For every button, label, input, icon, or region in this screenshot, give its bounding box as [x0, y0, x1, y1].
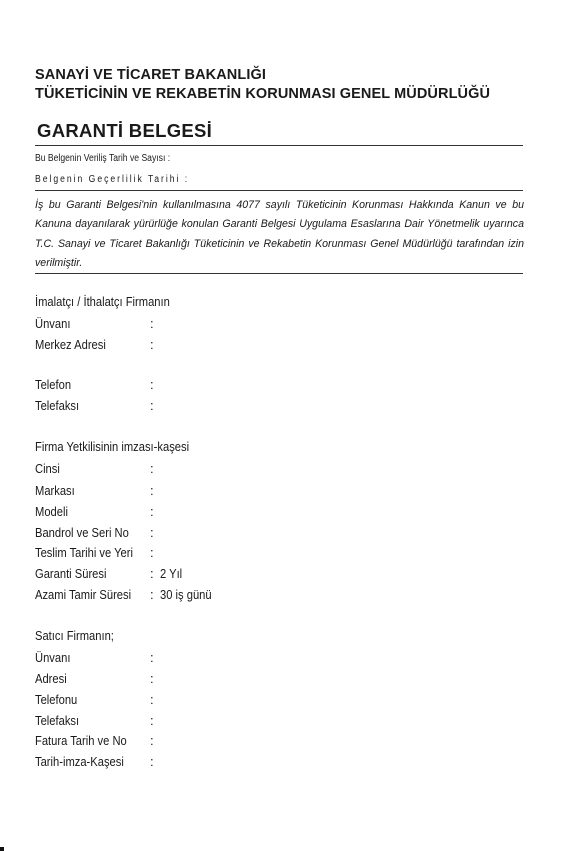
field-label: Bandrol ve Seri No: [35, 525, 129, 540]
field-colon: :: [150, 587, 154, 602]
field-label: Teslim Tarihi ve Yeri: [35, 545, 133, 560]
field-colon: :: [150, 754, 154, 769]
field-colon: :: [150, 377, 154, 392]
field-label: Merkez Adresi: [35, 337, 106, 352]
field-label: Telefaksı: [35, 713, 80, 728]
validity-date-label: Belgenin Geçerlilik Tarihi :: [35, 174, 190, 185]
title-divider: [35, 145, 523, 146]
field-colon: :: [150, 504, 154, 519]
field-label: Garanti Süresi: [35, 566, 107, 581]
field-label: Telefon: [35, 377, 72, 392]
seller-heading: Satıcı Firmanın;: [35, 628, 114, 643]
field-label: Telefaksı: [35, 398, 80, 413]
field-label: Telefonu: [35, 692, 78, 707]
field-colon: :: [150, 525, 154, 540]
field-colon: :: [150, 671, 154, 686]
authorization-paragraph: İş bu Garanti Belgesi'nin kullanılmasına 4077 sayılı Tüketicinin Korunması Hakkında Kanun ve bu Kanuna dayanılarak yürürlüğe konulan Garanti Belgesi Uygulama Esaslarına Dair Yönetmelik uyarınca T.C. Sanayi ve Ticaret Bakanlığı Tüketicinin ve Rekabetin Korunması Genel Müdürlüğü tarafından izin verilmiştir.: [35, 199, 524, 270]
field-label: Tarih-imza-Kaşesi: [35, 754, 124, 769]
field-colon: :: [150, 566, 154, 581]
field-value: 30 iş günü: [160, 587, 212, 602]
field-label: Fatura Tarih ve No: [35, 733, 127, 748]
field-colon: :: [150, 692, 154, 707]
field-label: Azami Tamir Süresi: [35, 587, 132, 602]
manufacturer-heading: İmalatçı / İthalatçı Firmanın: [35, 294, 170, 309]
field-label: Cinsi: [35, 461, 60, 476]
meta-divider: [35, 190, 523, 191]
document-title: GARANTİ BELGESİ: [37, 120, 213, 141]
field-colon: :: [150, 733, 154, 748]
field-label: Ünvanı: [35, 650, 71, 665]
field-value: 2 Yıl: [160, 566, 183, 581]
field-colon: :: [150, 545, 154, 560]
authorized-signature-heading: Firma Yetkilisinin imzası-kaşesi: [35, 439, 190, 454]
ministry-header: [35, 66, 490, 104]
field-colon: :: [150, 316, 154, 331]
field-label: Adresi: [35, 671, 67, 686]
field-colon: :: [150, 461, 154, 476]
ministry-name: SANAYİ VE TİCARET BAKANLIĞI: [35, 67, 266, 83]
field-label: Modeli: [35, 504, 68, 519]
crop-mark: [0, 847, 4, 851]
field-colon: :: [150, 713, 154, 728]
field-colon: :: [150, 337, 154, 352]
directorate-name: TÜKETİCİNİN VE REKABETİN KORUNMASI GENEL MÜDÜRLÜĞÜ: [35, 86, 491, 102]
field-colon: :: [150, 398, 154, 413]
field-colon: :: [150, 650, 154, 665]
issue-date-label: Bu Belgenin Veriliş Tarih ve Sayısı :: [35, 153, 171, 164]
field-label: Markası: [35, 483, 75, 498]
field-colon: :: [150, 483, 154, 498]
field-label: Ünvanı: [35, 316, 71, 331]
paragraph-divider: [35, 273, 523, 274]
